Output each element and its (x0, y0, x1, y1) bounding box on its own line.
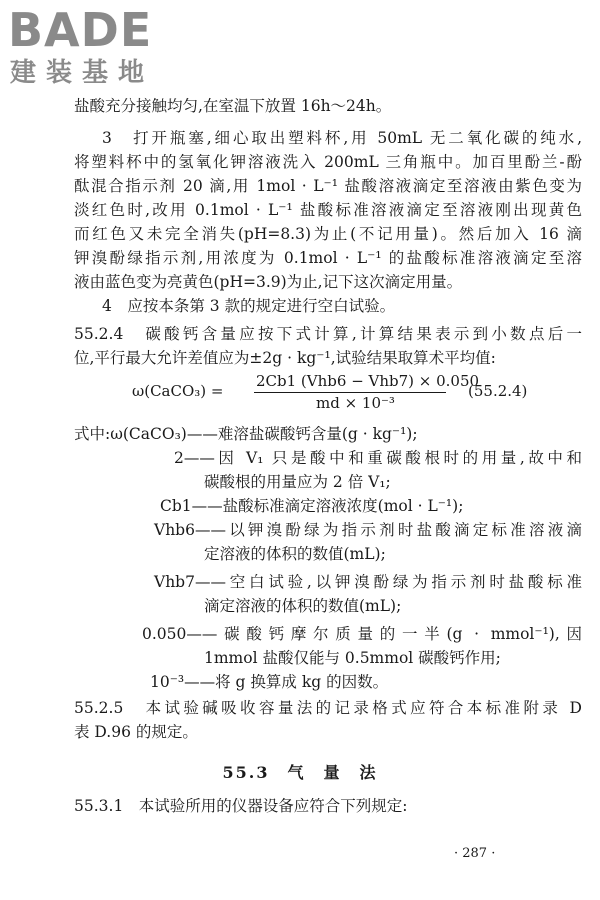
symbol-definition-cont: 碳酸根的用量应为 2 倍 V₁; (204, 473, 391, 491)
paragraph-line: 液由蓝色变为亮黄色(pH=3.9)为止,记下这次滴定用量。 (74, 273, 463, 291)
formula-numerator: 2Cb1 (Vhb6 − Vhb7) × 0.050 (256, 372, 480, 390)
paragraph-line: 3 打开瓶塞,细心取出塑料杯,用 50mL 无二氧化碳的纯水, (102, 129, 582, 147)
symbol-definition: 式中:ω(CaCO₃)——难溶盐碳酸钙含量(g · kg⁻¹); (74, 425, 418, 443)
logo-subtitle: 建装基地 (10, 58, 155, 88)
paragraph-line: 位,平行最大允许差值应为±2g · kg⁻¹,试验结果取算术平均值: (74, 349, 496, 367)
paragraph-line: 将塑料杯中的氢氧化钾溶液洗入 200mL 三角瓶中。加百里酚兰-酚 (74, 153, 582, 171)
symbol-definition: Vhb6——以钾溴酚绿为指示剂时盐酸滴定标准溶液滴 (154, 521, 582, 539)
clause-55-2-4: 55.2.4 碳酸钙含量应按下式计算,计算结果表示到小数点后一 (74, 325, 582, 343)
symbol-definition: 0.050——碳酸钙摩尔质量的一半(g · mmol⁻¹),因 (142, 625, 582, 643)
paragraph-line: 酞混合指示剂 20 滴,用 1mol · L⁻¹ 盐酸溶液滴定至溶液由紫色变为 (74, 177, 582, 195)
paragraph-line: 淡红色时,改用 0.1mol · L⁻¹ 盐酸标准溶液滴定至溶液刚出现黄色 (74, 201, 582, 219)
page-number: · 287 · (454, 846, 496, 861)
symbol-definition-cont: 滴定溶液的体积的数值(mL); (204, 597, 402, 615)
brand-logo (8, 3, 176, 94)
paragraph-line: 盐酸充分接触均匀,在室温下放置 16h～24h。 (74, 97, 392, 115)
section-heading: 55.3 气 量 法 (222, 763, 378, 782)
fraction-bar (254, 392, 446, 393)
formula-lhs: ω(CaCO₃) = (132, 382, 224, 400)
paragraph-line: 表 D.96 的规定。 (74, 723, 198, 741)
paragraph-line: 而红色又未完全消失(pH=8.3)为止(不记用量)。然后加入 16 滴 (74, 225, 582, 243)
equation-number: (55.2.4) (468, 382, 528, 400)
logo-brand-text: BADE (8, 3, 153, 57)
symbol-definition: 2——因 V₁ 只是酸中和重碳酸根时的用量,故中和 (174, 449, 582, 467)
clause-55-3-1: 55.3.1 本试验所用的仪器设备应符合下列规定: (74, 797, 408, 815)
symbol-definition-cont: 定溶液的体积的数值(mL); (204, 545, 386, 563)
symbol-definition: Vhb7——空白试验,以钾溴酚绿为指示剂时盐酸标准 (154, 573, 582, 591)
paragraph-line: 4 应按本条第 3 款的规定进行空白试验。 (102, 297, 396, 315)
symbol-definition-cont: 1mmol 盐酸仅能与 0.5mmol 碳酸钙作用; (204, 649, 501, 667)
symbol-definition: 10⁻³——将 g 换算成 kg 的因数。 (150, 673, 389, 691)
paragraph-line: 钾溴酚绿指示剂,用浓度为 0.1mol · L⁻¹ 的盐酸标准溶液滴定至溶 (74, 249, 582, 267)
symbol-definition: Cb1——盐酸标准滴定溶液浓度(mol · L⁻¹); (160, 497, 464, 515)
formula-55-2-4 (132, 372, 582, 416)
clause-55-2-5: 55.2.5 本试验碱吸收容量法的记录格式应符合本标准附录 D (74, 699, 582, 717)
formula-denominator: md × 10⁻³ (316, 394, 395, 412)
